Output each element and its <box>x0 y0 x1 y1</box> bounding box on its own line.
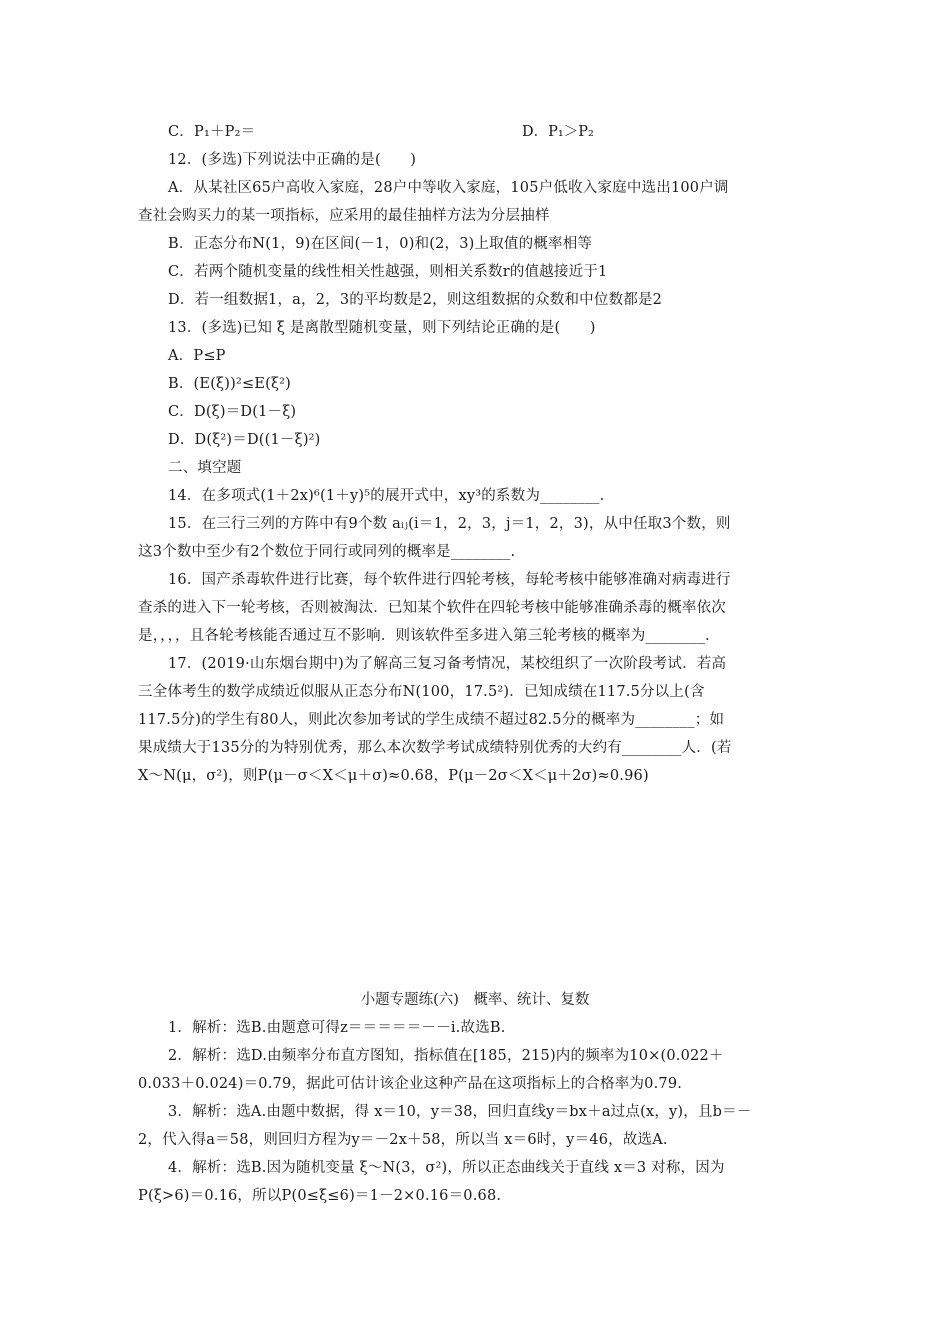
q13-option-c: C．D(ξ)＝D(1－ξ) <box>168 404 297 420</box>
answer-1: 1．解析：选B.由题意可得z＝＝＝＝＝－－i.故选B. <box>168 1020 506 1036</box>
q16-line-2: 查杀的进入下一轮考核，否则被淘汰．已知某个软件在四轮考核中能够准确杀毒的概率依次 <box>138 600 726 616</box>
q13-stem: 13．(多选)已知 ξ 是离散型随机变量，则下列结论正确的是( ) <box>168 320 596 336</box>
q13-option-a: A．P≤P <box>168 348 226 364</box>
answer-4-line-2: P(ξ>6)＝0.16，所以P(0≤ξ≤6)＝1－2×0.16＝0.68. <box>138 1188 502 1204</box>
answer-2-line-2: 0.033＋0.024)＝0.79，据此可估计该企业这种产品在这项指标上的合格率为0.79. <box>138 1076 683 1092</box>
q16-line-3: 是，，，，且各轮考核能否通过互不影响．则该软件至多进入第三轮考核的概率为________. <box>138 628 710 644</box>
answers-title: 小题专题练(六) 概率、统计、复数 <box>360 992 590 1008</box>
q17-line-1: 17．(2019·山东烟台期中)为了解高三复习备考情况，某校组织了一次阶段考试．若高 <box>168 656 727 672</box>
answer-3-line-2: 2，代入得a＝58，则回归方程为y＝－2x＋58，所以当 x＝6时，y＝46，故选A. <box>138 1132 668 1148</box>
q17-line-4: 果成绩大于135分的为特别优秀，那么本次数学考试成绩特别优秀的大约有________人．(若 <box>138 740 732 756</box>
q12-stem: 12．(多选)下列说法中正确的是( ) <box>168 152 417 168</box>
q14: 14．在多项式(1＋2x)⁶(1＋y)⁵的展开式中，xy³的系数为________. <box>168 488 605 504</box>
q11-option-c: C．P₁＋P₂＝ <box>168 124 256 140</box>
answer-2-line-1: 2．解析：选D.由频率分布直方图知，指标值在[185，215)内的频率为10×(0.022＋ <box>168 1048 724 1064</box>
q17-line-2: 三全体考生的数学成绩近似服从正态分布N(100，17.5²)．已知成绩在117.5分以上(含 <box>138 684 705 700</box>
q12-option-d: D．若一组数据1，a，2，3的平均数是2，则这组数据的众数和中位数都是2 <box>168 292 663 308</box>
q15-line-2: 这3个数中至少有2个数位于同行或同列的概率是________. <box>138 544 516 560</box>
q13-option-b: B．(E(ξ))²≤E(ξ²) <box>168 376 292 392</box>
q16-line-1: 16．国产杀毒软件进行比赛，每个软件进行四轮考核，每轮考核中能够准确对病毒进行 <box>168 572 731 588</box>
q11-option-d: D．P₁＞P₂ <box>522 124 594 140</box>
q15-line-1: 15．在三行三列的方阵中有9个数 aᵢⱼ(i＝1，2，3，j＝1，2，3)，从中任取3个数，则 <box>168 516 731 532</box>
q13-option-d: D．D(ξ²)＝D((1－ξ)²) <box>168 432 321 448</box>
q12-option-b: B．正态分布N(1，9)在区间(－1，0)和(2，3)上取值的概率相等 <box>168 236 593 252</box>
section-fill-in-heading: 二、填空题 <box>168 460 242 476</box>
q12-option-a: A．从某社区65户高收入家庭，28户中等收入家庭，105户低收入家庭中选出100户调 <box>168 180 729 196</box>
q17-line-5: X～N(μ，σ²)，则P(μ－σ＜X＜μ＋σ)≈0.68，P(μ－2σ＜X＜μ＋2σ)≈0.96) <box>138 768 649 784</box>
q12-option-a-cont: 查社会购买力的某一项指标，应采用的最佳抽样方法为分层抽样 <box>138 208 550 224</box>
q17-line-3: 117.5分)的学生有80人，则此次参加考试的学生成绩不超过82.5分的概率为________；如 <box>138 712 725 728</box>
answer-4-line-1: 4．解析：选B.因为随机变量 ξ～N(3，σ²)，所以正态曲线关于直线 x＝3 对称，因为 <box>168 1160 725 1176</box>
answer-3-line-1: 3．解析：选A.由题中数据，得 x＝10，y＝38，回归直线y＝bx＋a过点(x，y)，且b＝－ <box>168 1104 752 1120</box>
q12-option-c: C．若两个随机变量的线性相关性越强，则相关系数r的值越接近于1 <box>168 264 608 280</box>
